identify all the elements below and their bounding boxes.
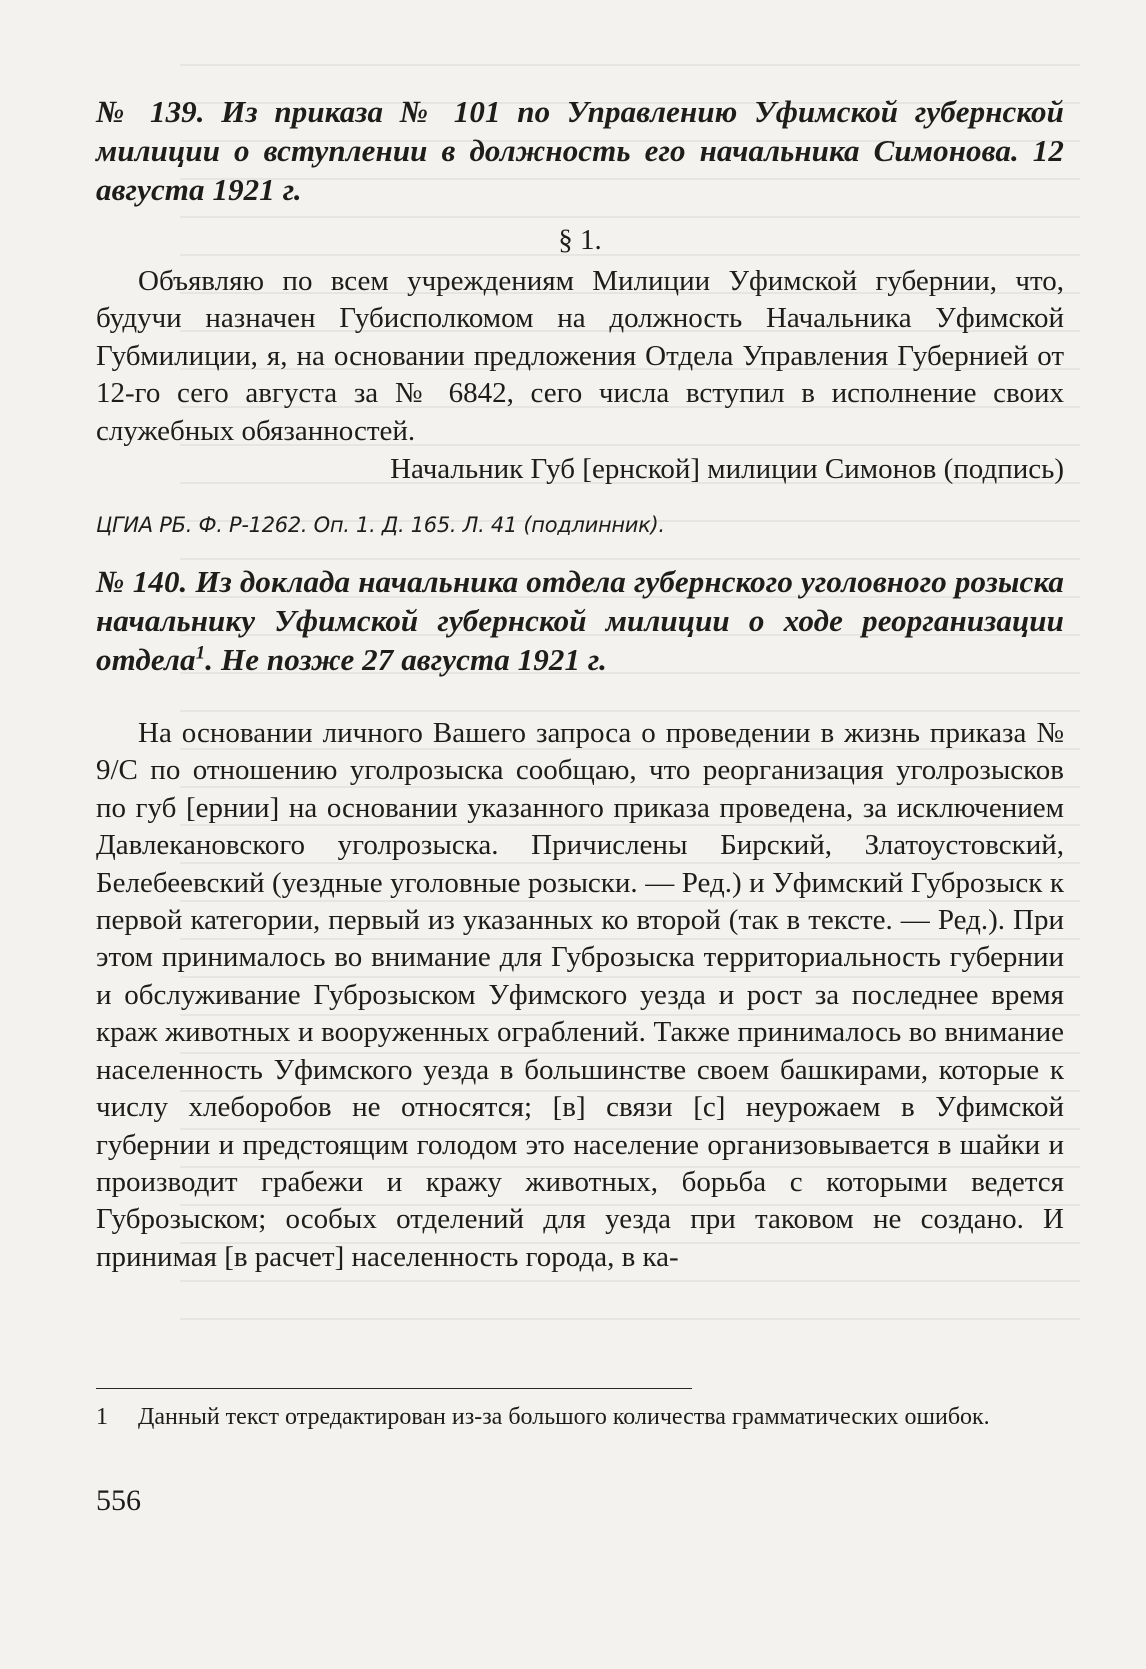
page-content [96, 92, 1064, 1276]
document-139-archive-source: ЦГИА РБ. Ф. Р-1262. Оп. 1. Д. 165. Л. 41 (подлинник). [96, 513, 665, 538]
document-140-body: На основании личного Вашего запроса о проведении в жизнь приказа № 9/С по отношению уголрозыска сообщаю, что реорганизация уголрозысков по губ [ернии] на основании указанного приказа проведена, за исключением Давлекановского уголрозыска. Причислены Бирский, Златоустовский, Белебеевский (уездные уголовные розыски. — Ред.) и Уфимский Губрозыск к первой категории, первый из указанных ко второй (так в тексте. — Ред.). При этом принималось во внимание для Губрозыска территориальность губернии и обслуживание Губрозыском Уфимского уезда и рост за последнее время краж животных и вооруженных ограблений. Также принималось во внимание населенность Уфимского уезда в большинстве своем башкирами, которые к числу хлеборобов не относятся; [в] связи [с] неурожаем в Уфимской губернии и предстоящим голодом это население организовывается в шайки и производит грабежи и кражу животных, борьба с которыми ведется Губрозыском; особых отделений для уезда при таковом не создано. И принимая [в расчет] населенность города, в ка- [96, 717, 1064, 1273]
document-140-title-main: № 140. Из доклада начальника отдела губернского уголовного розыска начальнику Уфимской губернской милиции о ходе реорганизации отдела [96, 564, 1064, 678]
document-140-title [96, 562, 1064, 679]
footnote-number: 1 [96, 1404, 108, 1430]
document-139-title: № 139. Из приказа № 101 по Управлению Уфимской губернской милиции о вступлении в должность его начальника Симонова. 12 августа 1921 г. [96, 94, 1064, 207]
footnote-text: Данный текст отредактирован из-за большого количества грамматических ошибок. [138, 1404, 990, 1430]
section-mark: § 1. [558, 224, 602, 256]
document-139-signature: Начальник Губ [ернской] милиции Симонов (подпись) [390, 453, 1064, 486]
document-140-title-date: . Не позже 27 августа 1921 г. [205, 642, 607, 678]
footnote-reference: 1 [195, 642, 206, 664]
footnote [96, 1402, 1064, 1433]
document-139-body: Объявляю по всем учреждениям Милиции Уфимской губернии, что, будучи назначен Губисполкомом на должность Начальника Уфимской Губмилиции, я, на основании предложения Отдела Управления Губернией от 12-го сего августа за № 6842, сего числа вступил в исполнение своих служебных обязанностей. [96, 265, 1064, 447]
page-number: 556 [96, 1484, 141, 1517]
footnote-divider [96, 1388, 692, 1389]
